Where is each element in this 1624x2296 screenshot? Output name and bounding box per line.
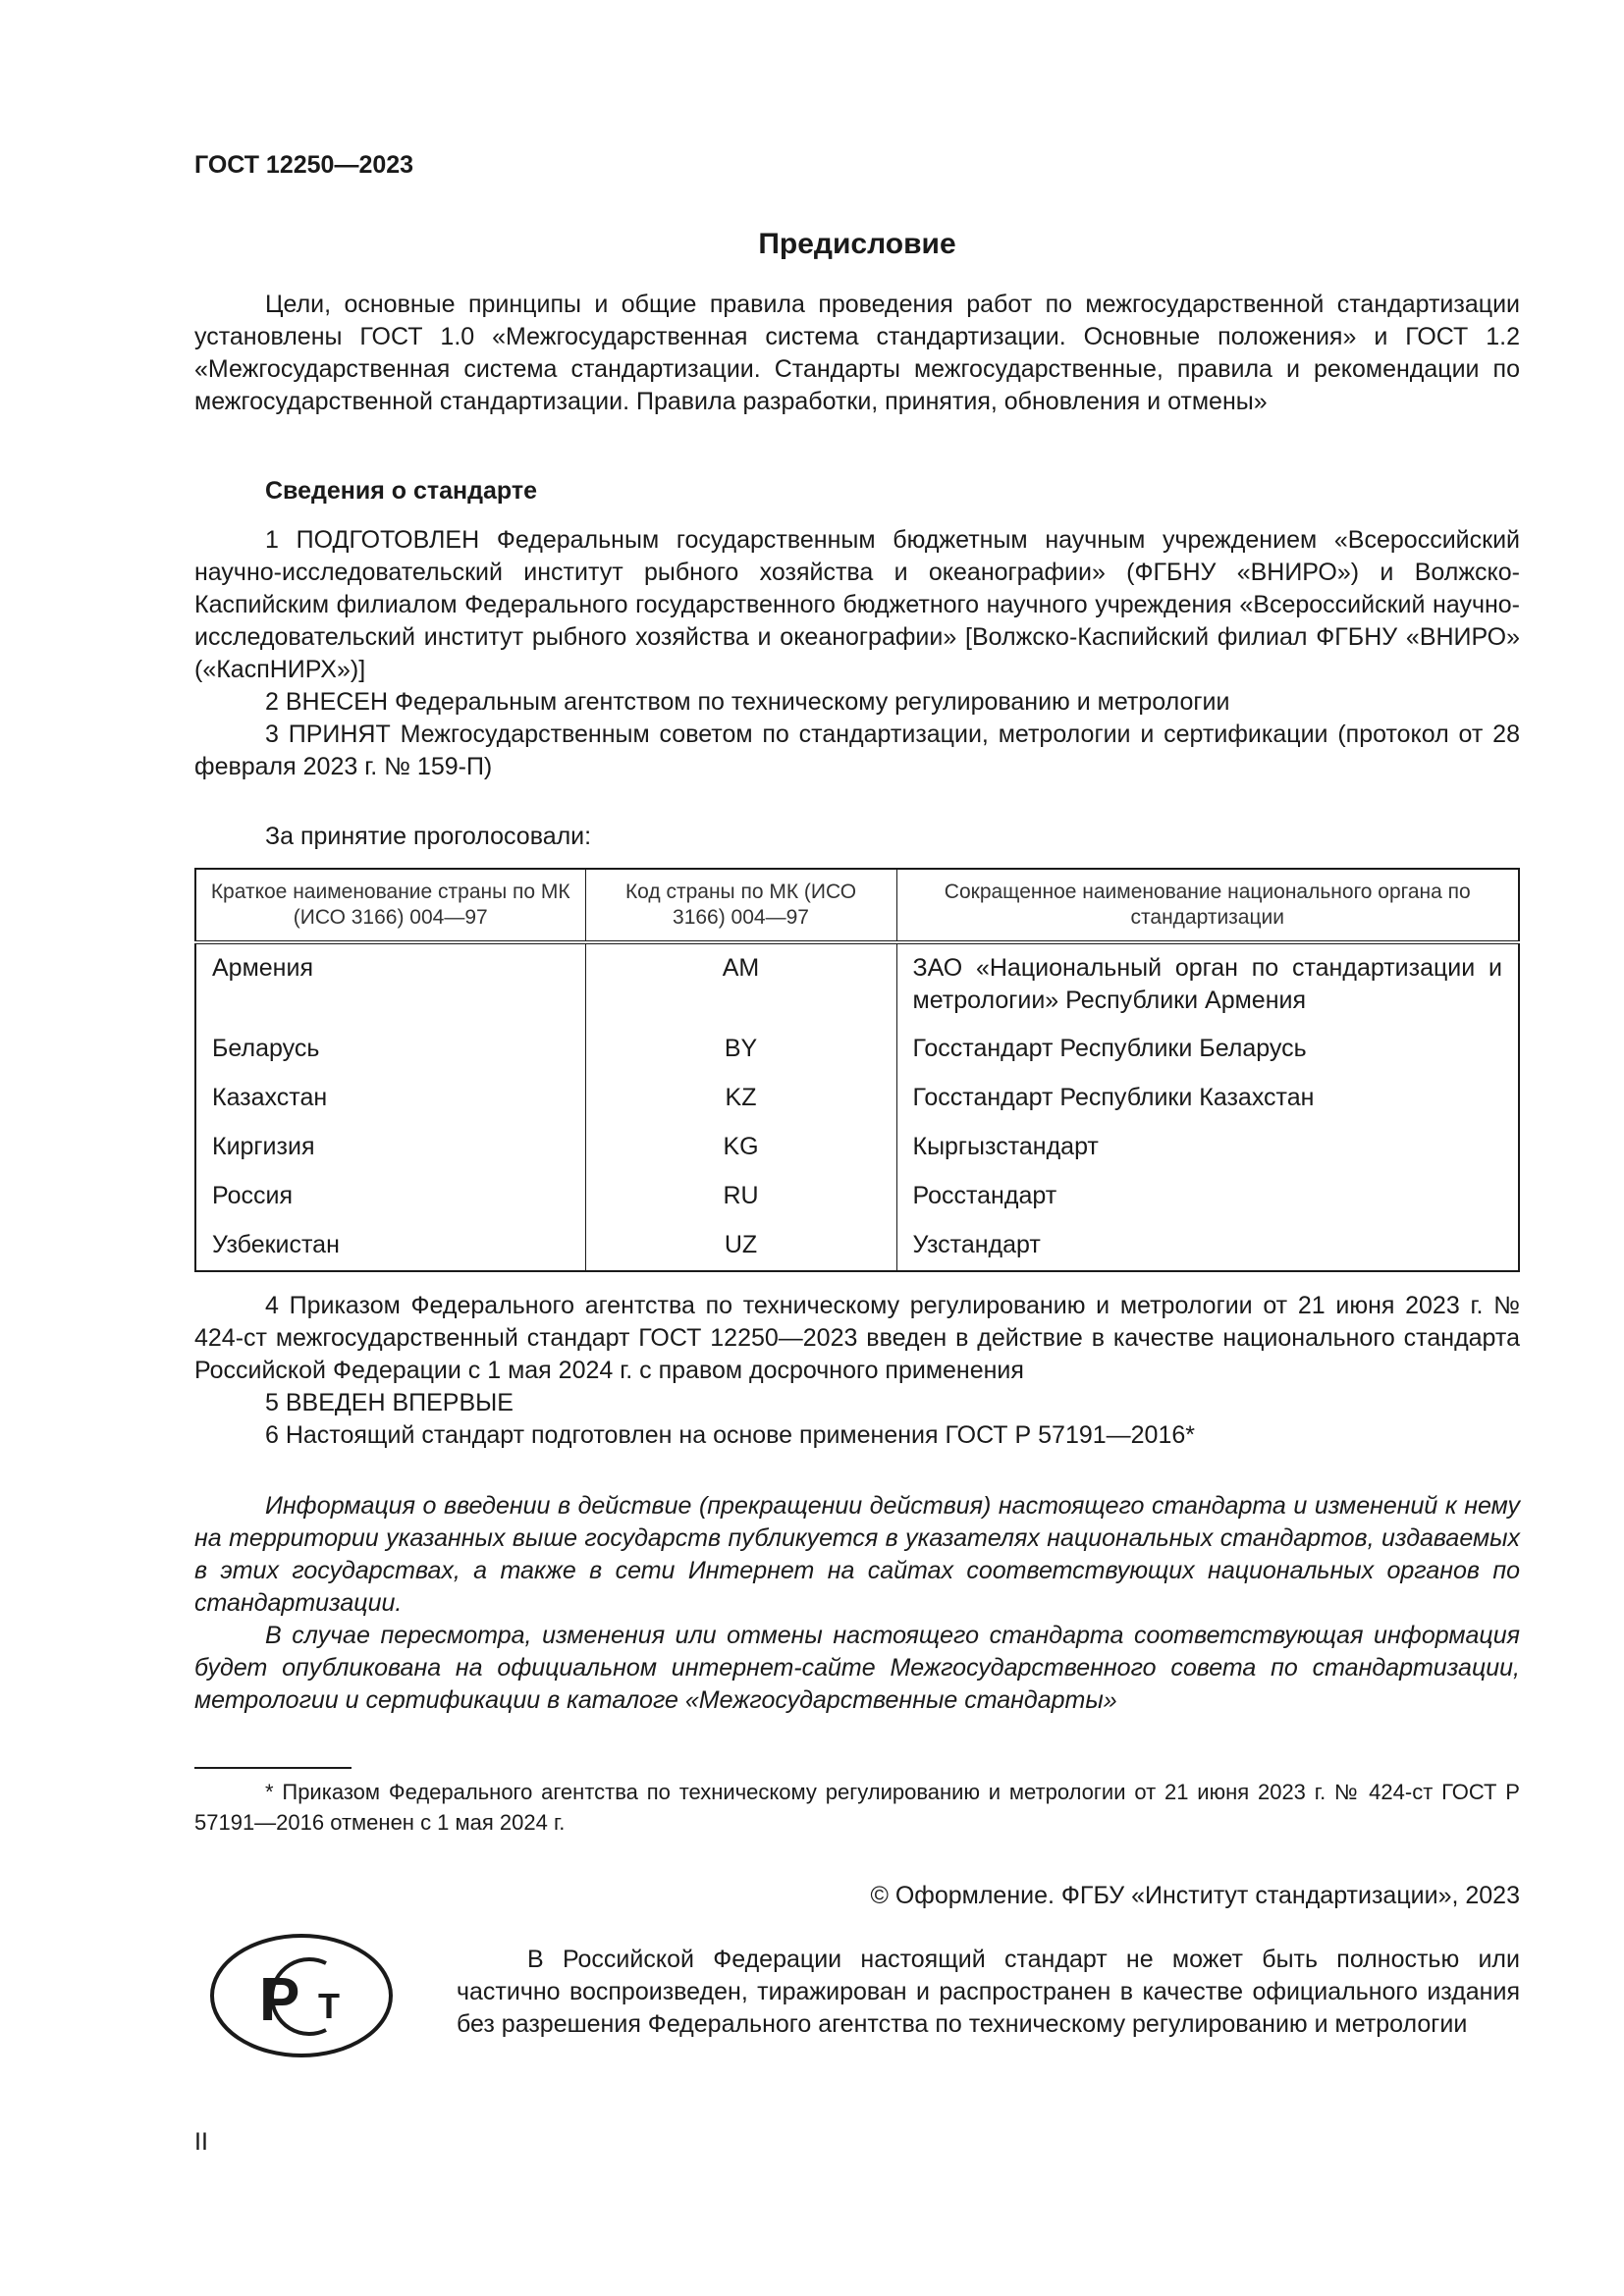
footnote-rule <box>194 1767 352 1769</box>
item-3: 3 ПРИНЯТ Межгосударственным советом по стандартизации, метрологии и сертификации (протокол от 28 февраля 2023 г. № 159-П) <box>194 721 1520 780</box>
cell-country: Казахстан <box>195 1074 585 1123</box>
footnote: * Приказом Федерального агентства по техническому регулированию и метрологии от 21 июня 2023 г. № 424-ст ГОСТ Р 57191—2016 отменен с 1 мая 2024 г. <box>194 1780 1520 1835</box>
cell-body: Узстандарт <box>912 1231 1041 1258</box>
table-row <box>195 1074 1519 1123</box>
page-number: II <box>194 2128 208 2156</box>
cell-code: BY <box>585 1025 896 1074</box>
item-2: 2 ВНЕСЕН Федеральным агентством по техническому регулированию и метрологии <box>265 688 1230 716</box>
table-row <box>195 942 1519 1025</box>
info-note-2: В случае пересмотра, изменения или отмены настоящего стандарта соответствующая информация будет опубликована на официальном интернет-сайте Межгосударственного совета по стандартизации, метрологии и сертификации в каталоге «Межгосударственные стандарты» <box>194 1622 1520 1714</box>
intro-paragraph: Цели, основные принципы и общие правила проведения работ по межгосударственной стандартизации установлены ГОСТ 1.0 «Межгосударственная система стандартизации. Основные положения» и ГОСТ 1.2 «Межгосударственная система стандартизации. Стандарты межгосударственные, правила и рекомендации по межгосударственной стандартизации. Правила разработки, принятия, обновления и отмены» <box>194 291 1520 415</box>
items-list <box>194 524 1520 783</box>
cell-code: UZ <box>585 1221 896 1271</box>
item-4: 4 Приказом Федерального агентства по техническому регулированию и метрологии от 21 июня 2023 г. № 424-ст межгосударственный стандарт ГОСТ 12250—2023 введен в действие в качестве национального стандарта Российской Федерации с 1 мая 2024 г. с правом досрочного применения <box>194 1292 1520 1384</box>
rst-logo <box>208 1932 395 2059</box>
item-5: 5 ВВЕДЕН ВПЕРВЫЕ <box>265 1389 514 1416</box>
svg-text:Т: Т <box>318 1986 340 2026</box>
table-row <box>195 1221 1519 1271</box>
cell-code: KZ <box>585 1074 896 1123</box>
countries-table <box>194 868 1520 1272</box>
page-title: Предисловие <box>758 228 956 260</box>
cell-country: Россия <box>195 1172 585 1221</box>
info-heading: Сведения о стандарте <box>265 477 538 505</box>
cell-body: Госстандарт Республики Казахстан <box>912 1084 1315 1111</box>
cell-country: Узбекистан <box>195 1221 585 1271</box>
cell-country: Армения <box>195 942 585 1025</box>
svg-text:Р: Р <box>259 1966 300 2034</box>
cell-body: ЗАО «Национальный орган по стандартизации и метрологии» Республики Армения <box>912 954 1502 1014</box>
item-1: 1 ПОДГОТОВЛЕН Федеральным государственным бюджетным научным учреждением «Всероссийский научно-исследовательский институт рыбного хозяйства и океанографии» (ФГБНУ «ВНИРО») и Волжско-Каспийским филиалом Федерального государственного бюджетного научного учреждения «Всероссийский научно-исследовательский институт рыбного хозяйства и океанографии» [Волжско-Каспийский филиал ФГБНУ «ВНИРО» («КаспНИРХ»)] <box>194 526 1520 683</box>
cell-country: Беларусь <box>195 1025 585 1074</box>
table-row <box>195 1123 1519 1172</box>
info-notes <box>194 1490 1520 1717</box>
document-id: ГОСТ 12250—2023 <box>194 151 414 179</box>
cell-code: RU <box>585 1172 896 1221</box>
rights-notice: В Российской Федерации настоящий стандарт не может быть полностью или частично воспроизведен, тиражирован и распространен в качестве официального издания без разрешения Федерального агентства по техническому регулированию и метрологии <box>457 1946 1520 2038</box>
table-row <box>195 1025 1519 1074</box>
col-header-country: Краткое наименование страны по МК (ИСО 3166) 004—97 <box>195 869 585 942</box>
cell-code: AM <box>585 942 896 1025</box>
col-header-body: Сокращенное наименование национального органа по стандартизации <box>896 869 1519 942</box>
item-6: 6 Настоящий стандарт подготовлен на основе применения ГОСТ Р 57191—2016* <box>265 1421 1195 1449</box>
cell-body: Госстандарт Республики Беларусь <box>912 1035 1307 1062</box>
col-header-code: Код страны по МК (ИСО 3166) 004—97 <box>585 869 896 942</box>
cell-code: KG <box>585 1123 896 1172</box>
cell-body: Росстандарт <box>912 1182 1057 1209</box>
items-list-2 <box>194 1290 1520 1452</box>
table-row <box>195 1172 1519 1221</box>
cell-body: Кыргызстандарт <box>912 1133 1099 1160</box>
copyright: © Оформление. ФГБУ «Институт стандартизации», 2023 <box>870 1882 1520 1909</box>
vote-label: За принятие проголосовали: <box>265 823 592 850</box>
cell-country: Киргизия <box>195 1123 585 1172</box>
info-note-1: Информация о введении в действие (прекращении действия) настоящего стандарта и изменений к нему на территории указанных выше государств публикуется в указателях национальных стандартов, издаваемых в этих государствах, а также в сети Интернет на сайтах соответствующих национальных органов по стандартизации. <box>194 1492 1520 1617</box>
